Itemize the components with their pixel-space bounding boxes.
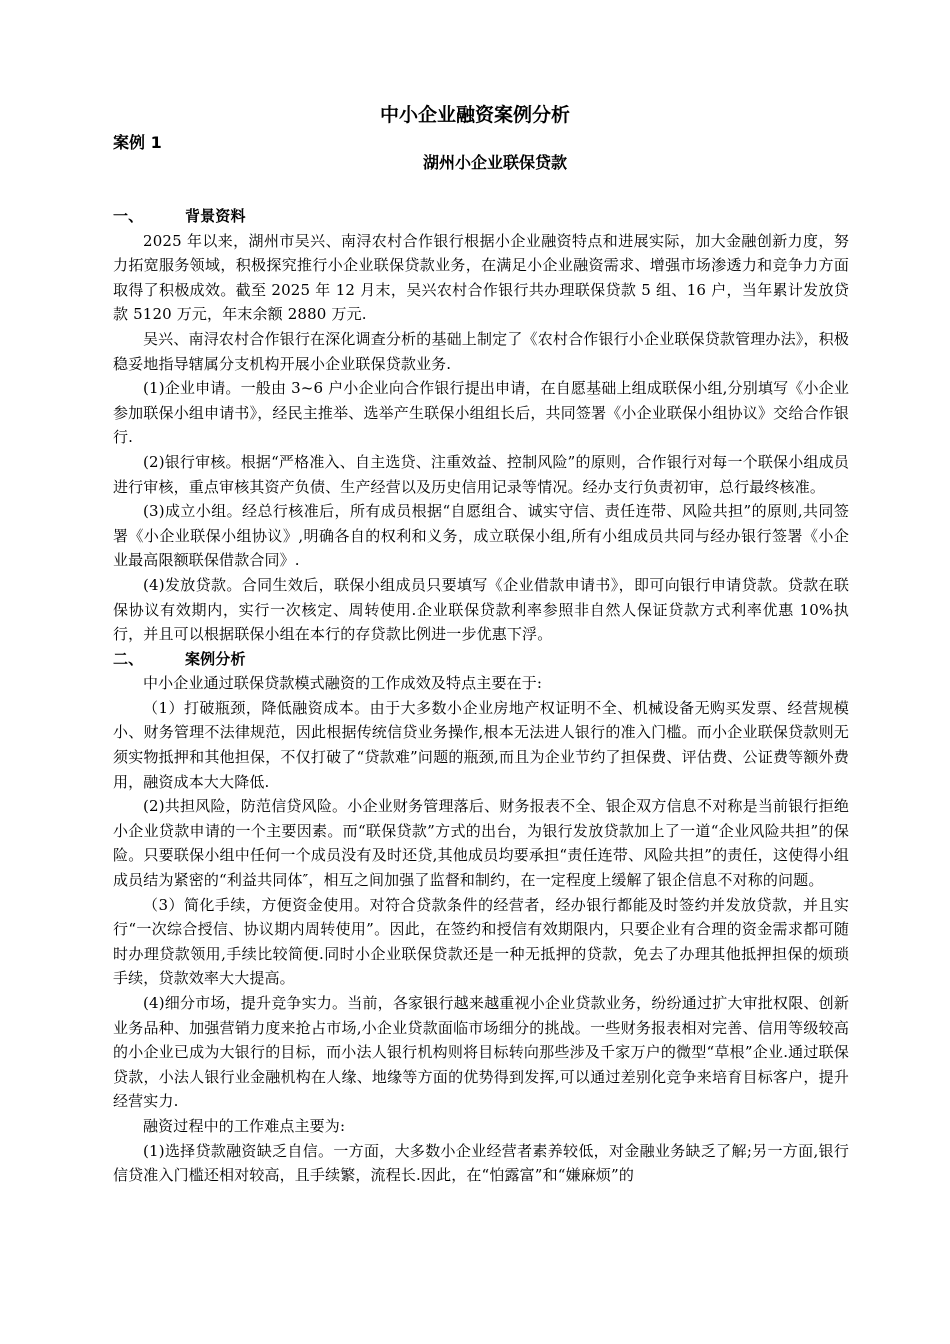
paragraph: (4)细分市场，提升竞争实力。当前，各家银行越来越重视小企业贷款业务，纷纷通过扩大审批权限、创新业务品种、加强营销力度来抢占市场,小企业贷款面临市场细分的挑战。一些财务报表相对完善、信用等级较高的小企业已成为大银行的目标，而小法人银行机构则将目标转向那些涉及千家万户的微型“草根”企业.通过联保贷款，小法人银行业金融机构在人缘、地缘等方面的优势得到发挥,可以通过差别化竞争来培育目标客户，提升经营实力. bbox=[113, 994, 849, 1111]
section-title: 案例分析 bbox=[185, 649, 246, 668]
paragraph: (4)发放贷款。合同生效后，联保小组成员只要填写《企业借款申请书》，即可向银行申请贷款。贷款在联保协议有效期内，实行一次核定、周转使用.企业联保贷款利率参照非自然人保证贷款方式利率优惠 10%执行，并且可以根据联保小组在本行的存贷款比例进一步优惠下浮。 bbox=[113, 575, 849, 644]
paragraph: 2025 年以来，湖州市吴兴、南浔农村合作银行根据小企业融资特点和进展实际，加大金融创新力度，努力拓宽服务领域，积极探究推行小企业联保贷款业务，在满足小企业融资需求、增强市场渗透力和竞争力方面取得了积极成效。截至 2025 年 12 月末，吴兴农村合作银行共办理联保贷款 5 组、16 户，当年累计发放贷款 5120 万元，年末余额 2880 万元. bbox=[113, 231, 849, 324]
paragraph: 吴兴、南浔农村合作银行在深化调查分析的基础上制定了《农村合作银行小企业联保贷款管理办法》，积极稳妥地指导辖属分支机构开展小企业联保贷款业务. bbox=[113, 329, 849, 373]
section-number: 二、 bbox=[113, 649, 144, 668]
document-body bbox=[113, 204, 849, 1188]
paragraph: (1)选择贷款融资缺乏自信。一方面，大多数小企业经营者素养较低，对金融业务缺乏了解;另一方面,银行信贷准入门槛还相对较高，且手续繁，流程长.因此，在“怕露富”和“嫌麻烦”的 bbox=[113, 1141, 849, 1185]
section-title: 背景资料 bbox=[185, 207, 246, 225]
document-title: 中小企业融资案例分析 bbox=[379, 104, 570, 126]
section-heading-background bbox=[113, 204, 849, 229]
case-subtitle: 湖州小企业联保贷款 bbox=[422, 153, 567, 172]
paragraph: (2)共担风险，防范信贷风险。小企业财务管理落后、财务报表不全、银企双方信息不对称是当前银行拒绝小企业贷款申请的一个主要因素。而“联保贷款”方式的出台，为银行发放贷款加上了一道“企业风险共担”的保险。只要联保小组中任何一个成员没有及时还贷,其他成员均要承担“责任连带、风险共担”的责任，这使得小组成员结为紧密的“利益共同体″，相互之间加强了监督和制约，在一定程度上缓解了银企信息不对称的问题。 bbox=[113, 797, 849, 890]
paragraph: 中小企业通过联保贷款模式融资的工作成效及特点主要在于: bbox=[143, 674, 543, 693]
paragraph: 融资过程中的工作难点主要为: bbox=[143, 1116, 346, 1135]
case-label: 案例 1 bbox=[113, 133, 162, 152]
paragraph: (1)企业申请。一般由 3~6 户小企业向合作银行提出申请，在自愿基础上组成联保小组,分别填写《小企业参加联保小组申请书》，经民主推举、选举产生联保小组组长后，共同签署《小企业联保小组协议》交给合作银行. bbox=[113, 379, 849, 447]
paragraph: (3)成立小组。经总行核准后，所有成员根据“自愿组合、诚实守信、责任连带、风险共担”的原则,共同签署《小企业联保小组协议》,明确各自的权利和义务，成立联保小组,所有小组成员共同与经办银行签署《小企业最高限额联保借款合同》. bbox=[113, 502, 849, 570]
section-heading-analysis bbox=[113, 647, 849, 672]
paragraph: (2)银行审核。根据“严格准入、自主选贷、注重效益、控制风险”的原则，合作银行对每一个联保小组成员进行审核，重点审核其资产负债、生产经营以及历史信用记录等情况。经办支行负责初审，总行最终核准。 bbox=[113, 452, 849, 496]
paragraph: （3）简化手续，方便资金使用。对符合贷款条件的经营者，经办银行都能及时签约并发放贷款，并且实行“一次综合授信、协议期内周转使用”。因此，在签约和授信有效期限内，只要企业有合理的资金需求都可随时办理贷款领用,手续比较简便.同时小企业联保贷款还是一种无抵押的贷款，免去了办理其他抵押担保的烦琐手续，贷款效率大大提高。 bbox=[113, 895, 849, 988]
paragraph: （1）打破瓶颈，降低融资成本。由于大多数小企业房地产权证明不全、机械设备无购买发票、经营规模小、财务管理不法律规范，因此根据传统信贷业务操作,根本无法进人银行的准入门槛。而小企业联保贷款则无须实物抵押和其他担保，不仅打破了“贷款难”问题的瓶颈,而且为企业节约了担保费、评估费、公证费等额外费用，融资成本大大降低. bbox=[113, 698, 849, 791]
section-number: 一、 bbox=[113, 207, 144, 225]
